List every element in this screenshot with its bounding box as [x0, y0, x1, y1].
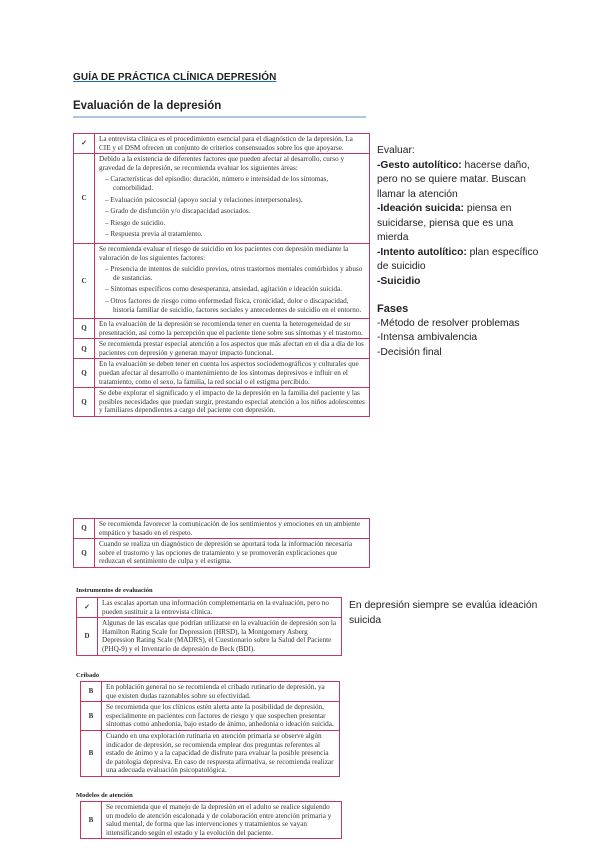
- notes-evaluate: [377, 144, 539, 360]
- subtitle-underline: [73, 116, 366, 118]
- recommendations-table-communication: [73, 518, 370, 568]
- recommendation-text: En la evaluación se deben tener en cuenta los aspectos sociodemográficos y culturales que puedan afectar al desarrollo o mantenimiento de los síntomas depresivos e influir en el tratamiento, como el sexo, la familia, la red social o el estigma percibido.: [95, 359, 370, 388]
- grade-cell: B: [81, 730, 102, 776]
- phase-item: -Método de resolver problemas: [377, 317, 520, 329]
- grade-cell: ✓: [77, 598, 98, 618]
- notes-phases-title: Fases: [377, 303, 409, 315]
- notes-label: Evaluar:: [377, 145, 415, 156]
- table-row: [74, 134, 370, 154]
- table-row: [74, 519, 370, 539]
- recommendation-text: Se recomienda que el manejo de la depresión en el adulto se realice siguiendo un modelo de atención escalonada y de colaboración entre atención primaria y salud mental, de forma que las intervenciones y tratamientos se vayan intensificando según el estado y la evolución del paciente.: [102, 802, 342, 839]
- grade-cell: C: [74, 243, 95, 318]
- list-item: – Evaluación psicosocial (apoyo social y relaciones interpersonales).: [113, 196, 365, 205]
- recommendation-list: [99, 175, 365, 239]
- section-heading-screening: Cribado: [76, 672, 100, 679]
- table-row: [81, 702, 340, 731]
- note-item: [377, 246, 539, 275]
- recommendation-text: Las escalas aportan una información complementaria en la evaluación, pero no pueden sustituir a la entrevista clínica.: [98, 598, 342, 618]
- recommendation-text: En la evaluación de la depresión se recomienda tener en cuenta la heterogeneidad de su presentación, así como la percepción que el paciente tiene sobre sus síntomas y el trastorno.: [95, 319, 370, 339]
- list-item: – Grado de disfunción y/o discapacidad asociados.: [113, 207, 365, 216]
- recommendation-text: Se recomienda prestar especial atención a los aspectos que más afectan en el día a día de los pacientes con depresión y generan mayor impacto funcional.: [95, 339, 370, 359]
- grade-cell: Q: [74, 539, 95, 568]
- note-item: [377, 159, 539, 203]
- note-term: -Ideación suicida:: [377, 203, 464, 214]
- recommendation-text: Cuando se realiza un diagnóstico de depresión se aportará toda la información necesaria sobre el trastorno y las opciones de tratamiento y se promoverán explicaciones que reduzcan el sentimiento de culpa y el estigma.: [95, 539, 370, 568]
- note-term: -Suicidio: [377, 275, 421, 287]
- section-subtitle: Evaluación de la depresión: [73, 100, 222, 112]
- table-row: [77, 598, 342, 618]
- recommendation-text: En población general no se recomienda el cribado rutinario de depresión, ya que existen dudas razonables sobre su efectividad.: [102, 682, 340, 702]
- table-row: [74, 243, 370, 318]
- grade-cell: Q: [74, 388, 95, 417]
- section-heading-care-models: Modelos de atención: [76, 792, 133, 799]
- table-row: [74, 539, 370, 568]
- grade-cell: D: [77, 618, 98, 655]
- recommendation-intro: Debido a la existencia de diferentes factores que pueden afectar al desarrollo, curso y gravedad de la depresión, se recomienda evaluar los siguientes áreas:: [99, 155, 345, 172]
- note-term: -Gesto autolítico:: [377, 159, 462, 171]
- note-item: [377, 275, 539, 290]
- recommendations-table-evaluation: [73, 133, 370, 417]
- phase-item: -Intensa ambivalencia: [377, 332, 478, 343]
- note-definition: hacerse daño, pero no se quiere matar. Buscan llamar la atención: [377, 159, 530, 200]
- list-item: – Respuesta previa al tratamiento.: [113, 230, 365, 239]
- recommendation-text: La entrevista clínica es el procedimiento esencial para el diagnóstico de la depresión. La CIE y el DSM ofrecen un conjunto de criterios consensuados sobre los que apoyarse.: [95, 134, 370, 154]
- grade-cell: B: [81, 682, 102, 702]
- recommendation-text: Se debe explorar el significado y el impacto de la depresión en la familia del paciente y las posibles necesidades que puedan surgir, prestando especial atención a los niños adolescentes y familiares dependientes a cargo del paciente con depresión.: [95, 388, 370, 417]
- recommendations-table-instruments: [76, 597, 342, 656]
- list-item: – Presencia de intentos de suicidio previos, otros trastornos mentales comórbidos y abuso de sustancias.: [113, 265, 365, 282]
- table-row: [81, 802, 342, 839]
- table-row: [81, 682, 340, 702]
- list-item: – Otros factores de riesgo como enfermedad física, cronicidad, dolor o discapacidad, historia familiar de suicidio, factores sociales y antecedentes de suicidio en el entorno.: [113, 297, 365, 314]
- table-row: [81, 730, 340, 776]
- list-item: – Características del episodio: duración, número e intensidad de los síntomas, comorbilidad.: [113, 175, 365, 192]
- table-row: [77, 618, 342, 655]
- phase-item: -Decisión final: [377, 346, 442, 358]
- recommendation-text: [95, 154, 370, 244]
- section-heading-instruments: Instrumentos de evaluación: [76, 587, 153, 594]
- table-row: [74, 339, 370, 359]
- table-row: [74, 388, 370, 417]
- note-item: [377, 202, 539, 246]
- table-row: [74, 154, 370, 244]
- grade-cell: Q: [74, 319, 95, 339]
- list-item: – Síntomas específicos como desesperanza, ansiedad, agitación e ideación suicida.: [113, 285, 365, 294]
- table-row: [74, 319, 370, 339]
- recommendation-text: Cuando en una exploración rutinaria en atención primaria se observe algún indicador de depresión, se recomienda emplear dos preguntas referentes al estado de ánimo y a la capacidad de disfrute para evaluar la posible presencia de patología depresiva. En caso de respuesta afirmativa, se recomienda realizar una adecuada evaluación psicopatológica.: [102, 730, 340, 776]
- recommendation-list: [99, 265, 365, 314]
- table-row: [74, 359, 370, 388]
- grade-cell: Q: [74, 359, 95, 388]
- note-definition: piensa en suicidarse, piensa que es una mierda: [377, 203, 514, 243]
- recommendation-intro: Se recomienda evaluar el riesgo de suicidio en los pacientes con depresión mediante la valoración de los siguientes factores:: [99, 244, 349, 262]
- page-title: GUÍA DE PRÁCTICA CLÍNICA DEPRESIÓN: [73, 72, 277, 83]
- note-definition: plan específico de suicidio: [377, 246, 539, 272]
- recommendations-table-screening: [80, 681, 340, 777]
- recommendation-text: Se recomienda favorecer la comunicación de los sentimientos y emociones en un ambiente empático y basado en el respeto.: [95, 519, 370, 539]
- grade-cell: C: [74, 154, 95, 244]
- list-item: – Riesgo de suicidio.: [113, 219, 365, 228]
- recommendation-text: Se recomienda que los clínicos estén alerta ante la posibilidad de depresión, especialmente en pacientes con factores de riesgo y que sospechen presentar síntomas como anhedonia, bajo estado de ánimo, anhedonia o ideación suicida.: [102, 702, 340, 731]
- recommendations-table-care-models: [80, 801, 342, 839]
- note-suicidal-ideation: En depresión siempre se evalúa ideación suicida: [349, 600, 538, 626]
- grade-cell: B: [81, 802, 102, 839]
- recommendation-text: Algunas de las escalas que podrían utilizarse en la evaluación de depresión son la Hamilton Rating Scale for Depression (HRSD), la Montgomery Asberg Depression Rating Scale (MADRS), el Cuestionario sobre la Salud del Paciente (PHQ-9) y el Inventario de depresión de Beck (BDI).: [98, 618, 342, 655]
- note-term: -Intento autolítico:: [377, 246, 467, 258]
- grade-cell: B: [81, 702, 102, 731]
- recommendation-text: [95, 243, 370, 318]
- grade-cell: Q: [74, 339, 95, 359]
- grade-cell: ✓: [74, 134, 95, 154]
- grade-cell: Q: [74, 519, 95, 539]
